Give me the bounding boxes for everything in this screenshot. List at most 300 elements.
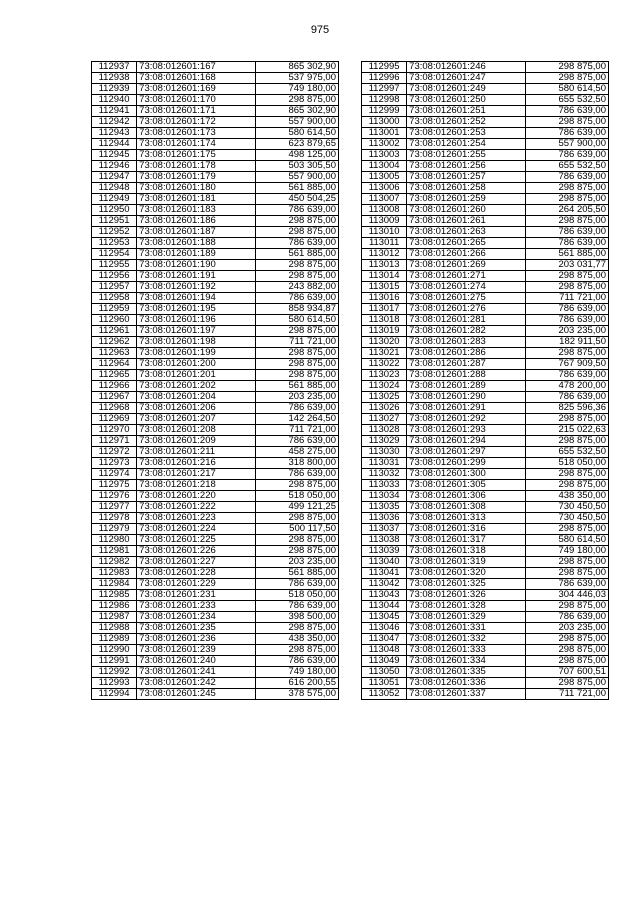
cadastral-number: 73:08:012601:231 <box>137 590 255 601</box>
cadastral-number: 73:08:012601:228 <box>137 568 255 579</box>
cadastral-number: 73:08:012601:266 <box>407 249 525 260</box>
table-row <box>92 590 339 601</box>
row-number: 112982 <box>92 557 137 568</box>
cadastral-number: 73:08:012601:198 <box>137 337 255 348</box>
cadastral-value: 298 875,00 <box>525 678 608 689</box>
cadastral-value: 786 639,00 <box>255 238 338 249</box>
row-number: 112961 <box>92 326 137 337</box>
cadastral-number: 73:08:012601:223 <box>137 513 255 524</box>
cadastral-value: 298 875,00 <box>525 480 608 491</box>
cadastral-value: 298 875,00 <box>255 370 338 381</box>
cadastral-value: 537 975,00 <box>255 73 338 84</box>
table-row <box>362 447 609 458</box>
cadastral-number: 73:08:012601:216 <box>137 458 255 469</box>
cadastral-number: 73:08:012601:172 <box>137 117 255 128</box>
row-number: 112964 <box>92 359 137 370</box>
cadastral-number: 73:08:012601:209 <box>137 436 255 447</box>
row-number: 113028 <box>362 425 407 436</box>
cadastral-value: 786 639,00 <box>255 469 338 480</box>
register-table-right <box>361 61 609 700</box>
row-number: 113016 <box>362 293 407 304</box>
cadastral-number: 73:08:012601:174 <box>137 139 255 150</box>
table-row <box>92 601 339 612</box>
row-number: 113038 <box>362 535 407 546</box>
cadastral-number: 73:08:012601:294 <box>407 436 525 447</box>
table-row <box>92 183 339 194</box>
table-row <box>92 260 339 271</box>
table-row <box>362 678 609 689</box>
cadastral-number: 73:08:012601:199 <box>137 348 255 359</box>
table-row <box>92 579 339 590</box>
cadastral-value: 298 875,00 <box>525 73 608 84</box>
table-row <box>92 656 339 667</box>
cadastral-number: 73:08:012601:195 <box>137 304 255 315</box>
cadastral-number: 73:08:012601:245 <box>137 689 255 700</box>
cadastral-number: 73:08:012601:218 <box>137 480 255 491</box>
row-number: 113037 <box>362 524 407 535</box>
table-row <box>362 392 609 403</box>
cadastral-number: 73:08:012601:250 <box>407 95 525 106</box>
cadastral-value: 499 121,25 <box>255 502 338 513</box>
row-number: 113020 <box>362 337 407 348</box>
cadastral-value: 298 875,00 <box>255 348 338 359</box>
row-number: 112968 <box>92 403 137 414</box>
row-number: 112971 <box>92 436 137 447</box>
row-number: 113011 <box>362 238 407 249</box>
table-row <box>362 656 609 667</box>
cadastral-number: 73:08:012601:306 <box>407 491 525 502</box>
cadastral-value: 786 639,00 <box>255 403 338 414</box>
cadastral-number: 73:08:012601:247 <box>407 73 525 84</box>
row-number: 112973 <box>92 458 137 469</box>
cadastral-number: 73:08:012601:331 <box>407 623 525 634</box>
row-number: 113008 <box>362 205 407 216</box>
table-row <box>92 348 339 359</box>
cadastral-value: 298 875,00 <box>255 513 338 524</box>
table-row <box>92 216 339 227</box>
table-row <box>92 645 339 656</box>
cadastral-number: 73:08:012601:200 <box>137 359 255 370</box>
cadastral-value: 298 875,00 <box>255 326 338 337</box>
cadastral-value: 865 302,90 <box>255 106 338 117</box>
row-number: 112995 <box>362 62 407 73</box>
row-number: 112979 <box>92 524 137 535</box>
cadastral-number: 73:08:012601:274 <box>407 282 525 293</box>
cadastral-value: 518 050,00 <box>255 491 338 502</box>
table-row <box>92 62 339 73</box>
table-row <box>92 359 339 370</box>
row-number: 112977 <box>92 502 137 513</box>
table-row <box>92 150 339 161</box>
cadastral-value: 786 639,00 <box>255 205 338 216</box>
cadastral-number: 73:08:012601:170 <box>137 95 255 106</box>
table-row <box>92 315 339 326</box>
row-number: 112955 <box>92 260 137 271</box>
cadastral-value: 858 934,87 <box>255 304 338 315</box>
cadastral-number: 73:08:012601:180 <box>137 183 255 194</box>
cadastral-number: 73:08:012601:236 <box>137 634 255 645</box>
row-number: 112975 <box>92 480 137 491</box>
table-row <box>92 491 339 502</box>
table-row <box>362 337 609 348</box>
cadastral-value: 865 302,90 <box>255 62 338 73</box>
cadastral-number: 73:08:012601:325 <box>407 579 525 590</box>
cadastral-number: 73:08:012601:252 <box>407 117 525 128</box>
row-number: 112969 <box>92 414 137 425</box>
row-number: 113032 <box>362 469 407 480</box>
cadastral-number: 73:08:012601:240 <box>137 656 255 667</box>
table-row <box>92 634 339 645</box>
cadastral-number: 73:08:012601:313 <box>407 513 525 524</box>
table-row <box>362 403 609 414</box>
cadastral-value: 561 885,00 <box>255 568 338 579</box>
table-row <box>362 480 609 491</box>
row-number: 113035 <box>362 502 407 513</box>
cadastral-number: 73:08:012601:242 <box>137 678 255 689</box>
cadastral-value: 786 639,00 <box>255 601 338 612</box>
row-number: 112981 <box>92 546 137 557</box>
cadastral-number: 73:08:012601:335 <box>407 667 525 678</box>
row-number: 112980 <box>92 535 137 546</box>
cadastral-number: 73:08:012601:256 <box>407 161 525 172</box>
cadastral-value: 580 614,50 <box>255 128 338 139</box>
cadastral-value: 438 350,00 <box>525 491 608 502</box>
table-row <box>92 392 339 403</box>
table-row <box>92 381 339 392</box>
row-number: 112965 <box>92 370 137 381</box>
cadastral-value: 711 721,00 <box>255 425 338 436</box>
table-row <box>362 293 609 304</box>
cadastral-value: 786 639,00 <box>525 392 608 403</box>
cadastral-number: 73:08:012601:181 <box>137 194 255 205</box>
row-number: 112951 <box>92 216 137 227</box>
row-number: 112962 <box>92 337 137 348</box>
cadastral-number: 73:08:012601:290 <box>407 392 525 403</box>
cadastral-value: 616 200,55 <box>255 678 338 689</box>
cadastral-number: 73:08:012601:328 <box>407 601 525 612</box>
cadastral-number: 73:08:012601:234 <box>137 612 255 623</box>
row-number: 112946 <box>92 161 137 172</box>
table-row <box>92 282 339 293</box>
row-number: 112953 <box>92 238 137 249</box>
row-number: 113034 <box>362 491 407 502</box>
cadastral-number: 73:08:012601:217 <box>137 469 255 480</box>
table-row <box>92 469 339 480</box>
cadastral-value: 298 875,00 <box>525 524 608 535</box>
table-row <box>92 502 339 513</box>
table-row <box>92 414 339 425</box>
table-row <box>92 513 339 524</box>
row-number: 113050 <box>362 667 407 678</box>
table-row <box>92 480 339 491</box>
table-row <box>92 84 339 95</box>
table-row <box>92 447 339 458</box>
table-row <box>362 73 609 84</box>
cadastral-number: 73:08:012601:281 <box>407 315 525 326</box>
cadastral-value: 298 875,00 <box>255 95 338 106</box>
row-number: 112945 <box>92 150 137 161</box>
table-row <box>92 535 339 546</box>
table-row <box>362 513 609 524</box>
row-number: 112978 <box>92 513 137 524</box>
table-row <box>92 667 339 678</box>
cadastral-value: 786 639,00 <box>525 238 608 249</box>
cadastral-number: 73:08:012601:246 <box>407 62 525 73</box>
cadastral-value: 298 875,00 <box>525 436 608 447</box>
table-row <box>362 689 609 700</box>
table-row <box>362 260 609 271</box>
cadastral-value: 203 235,00 <box>255 557 338 568</box>
cadastral-number: 73:08:012601:289 <box>407 381 525 392</box>
row-number: 113051 <box>362 678 407 689</box>
cadastral-value: 298 875,00 <box>525 348 608 359</box>
table-row <box>362 502 609 513</box>
cadastral-number: 73:08:012601:334 <box>407 656 525 667</box>
cadastral-value: 786 639,00 <box>525 304 608 315</box>
cadastral-number: 73:08:012601:292 <box>407 414 525 425</box>
row-number: 112956 <box>92 271 137 282</box>
row-number: 112939 <box>92 84 137 95</box>
table-row <box>362 95 609 106</box>
cadastral-value: 749 180,00 <box>255 667 338 678</box>
table-row <box>362 634 609 645</box>
row-number: 112943 <box>92 128 137 139</box>
table-row <box>362 172 609 183</box>
cadastral-value: 298 875,00 <box>255 271 338 282</box>
cadastral-value: 298 875,00 <box>525 568 608 579</box>
cadastral-number: 73:08:012601:226 <box>137 546 255 557</box>
cadastral-value: 298 875,00 <box>255 480 338 491</box>
cadastral-number: 73:08:012601:291 <box>407 403 525 414</box>
cadastral-number: 73:08:012601:167 <box>137 62 255 73</box>
table-row <box>92 568 339 579</box>
cadastral-value: 203 031,77 <box>525 260 608 271</box>
cadastral-value: 786 639,00 <box>525 579 608 590</box>
cadastral-number: 73:08:012601:175 <box>137 150 255 161</box>
row-number: 112937 <box>92 62 137 73</box>
row-number: 113014 <box>362 271 407 282</box>
cadastral-number: 73:08:012601:254 <box>407 139 525 150</box>
table-row <box>92 106 339 117</box>
table-row <box>92 612 339 623</box>
row-number: 112987 <box>92 612 137 623</box>
table-row <box>92 337 339 348</box>
table-row <box>92 546 339 557</box>
cadastral-value: 478 200,00 <box>525 381 608 392</box>
cadastral-number: 73:08:012601:316 <box>407 524 525 535</box>
table-row <box>362 557 609 568</box>
row-number: 113015 <box>362 282 407 293</box>
cadastral-value: 786 639,00 <box>525 172 608 183</box>
cadastral-number: 73:08:012601:187 <box>137 227 255 238</box>
row-number: 112966 <box>92 381 137 392</box>
table-row <box>362 436 609 447</box>
cadastral-value: 786 639,00 <box>525 612 608 623</box>
page-number: 975 <box>310 24 330 36</box>
row-number: 112957 <box>92 282 137 293</box>
cadastral-number: 73:08:012601:336 <box>407 678 525 689</box>
table-row <box>362 381 609 392</box>
row-number: 113022 <box>362 359 407 370</box>
cadastral-value: 298 875,00 <box>255 260 338 271</box>
table-row <box>92 249 339 260</box>
cadastral-value: 730 450,50 <box>525 513 608 524</box>
cadastral-number: 73:08:012601:329 <box>407 612 525 623</box>
cadastral-number: 73:08:012601:286 <box>407 348 525 359</box>
cadastral-number: 73:08:012601:260 <box>407 205 525 216</box>
row-number: 113013 <box>362 260 407 271</box>
cadastral-value: 786 639,00 <box>255 579 338 590</box>
cadastral-number: 73:08:012601:233 <box>137 601 255 612</box>
cadastral-value: 623 879,65 <box>255 139 338 150</box>
table-row <box>362 491 609 502</box>
row-number: 113048 <box>362 645 407 656</box>
table-row <box>362 271 609 282</box>
cadastral-value: 786 639,00 <box>525 106 608 117</box>
table-row <box>92 425 339 436</box>
cadastral-number: 73:08:012601:263 <box>407 227 525 238</box>
cadastral-value: 298 875,00 <box>525 634 608 645</box>
row-number: 113007 <box>362 194 407 205</box>
table-row <box>92 238 339 249</box>
table-row <box>362 348 609 359</box>
cadastral-value: 298 875,00 <box>525 216 608 227</box>
table-row <box>92 227 339 238</box>
cadastral-number: 73:08:012601:179 <box>137 172 255 183</box>
cadastral-value: 298 875,00 <box>525 601 608 612</box>
cadastral-number: 73:08:012601:235 <box>137 623 255 634</box>
cadastral-number: 73:08:012601:297 <box>407 447 525 458</box>
cadastral-value: 561 885,00 <box>255 183 338 194</box>
table-row <box>92 326 339 337</box>
cadastral-number: 73:08:012601:220 <box>137 491 255 502</box>
cadastral-value: 450 504,25 <box>255 194 338 205</box>
cadastral-number: 73:08:012601:293 <box>407 425 525 436</box>
table-row <box>92 95 339 106</box>
cadastral-number: 73:08:012601:188 <box>137 238 255 249</box>
row-number: 113033 <box>362 480 407 491</box>
table-row <box>362 139 609 150</box>
cadastral-value: 786 639,00 <box>255 293 338 304</box>
row-number: 113044 <box>362 601 407 612</box>
table-row <box>362 249 609 260</box>
cadastral-number: 73:08:012601:300 <box>407 469 525 480</box>
cadastral-number: 73:08:012601:207 <box>137 414 255 425</box>
row-number: 112948 <box>92 183 137 194</box>
row-number: 112970 <box>92 425 137 436</box>
row-number: 112950 <box>92 205 137 216</box>
table-row <box>92 304 339 315</box>
cadastral-number: 73:08:012601:225 <box>137 535 255 546</box>
row-number: 112947 <box>92 172 137 183</box>
cadastral-value: 786 639,00 <box>525 150 608 161</box>
cadastral-number: 73:08:012601:305 <box>407 480 525 491</box>
cadastral-value: 786 639,00 <box>255 436 338 447</box>
row-number: 112991 <box>92 656 137 667</box>
row-number: 113043 <box>362 590 407 601</box>
table-row <box>362 183 609 194</box>
table-row <box>92 689 339 700</box>
cadastral-value: 561 885,00 <box>525 249 608 260</box>
row-number: 113012 <box>362 249 407 260</box>
row-number: 113041 <box>362 568 407 579</box>
row-number: 112992 <box>92 667 137 678</box>
row-number: 113029 <box>362 436 407 447</box>
row-number: 112940 <box>92 95 137 106</box>
cadastral-number: 73:08:012601:201 <box>137 370 255 381</box>
cadastral-number: 73:08:012601:224 <box>137 524 255 535</box>
cadastral-value: 298 875,00 <box>525 557 608 568</box>
cadastral-value: 786 639,00 <box>525 370 608 381</box>
cadastral-number: 73:08:012601:287 <box>407 359 525 370</box>
cadastral-number: 73:08:012601:204 <box>137 392 255 403</box>
cadastral-number: 73:08:012601:229 <box>137 579 255 590</box>
row-number: 113030 <box>362 447 407 458</box>
cadastral-value: 786 639,00 <box>525 128 608 139</box>
cadastral-value: 561 885,00 <box>255 249 338 260</box>
cadastral-number: 73:08:012601:241 <box>137 667 255 678</box>
row-number: 113019 <box>362 326 407 337</box>
row-number: 113004 <box>362 161 407 172</box>
table-row <box>92 205 339 216</box>
table-row <box>362 612 609 623</box>
row-number: 112988 <box>92 623 137 634</box>
register-table-right-body <box>362 62 609 700</box>
row-number: 113000 <box>362 117 407 128</box>
table-row <box>362 370 609 381</box>
cadastral-number: 73:08:012601:332 <box>407 634 525 645</box>
cadastral-value: 182 911,50 <box>525 337 608 348</box>
cadastral-value: 203 235,00 <box>255 392 338 403</box>
cadastral-value: 707 600,51 <box>525 667 608 678</box>
cadastral-number: 73:08:012601:191 <box>137 271 255 282</box>
row-number: 112944 <box>92 139 137 150</box>
cadastral-number: 73:08:012601:269 <box>407 260 525 271</box>
row-number: 113026 <box>362 403 407 414</box>
table-row <box>92 403 339 414</box>
row-number: 112952 <box>92 227 137 238</box>
cadastral-number: 73:08:012601:171 <box>137 106 255 117</box>
table-row <box>362 304 609 315</box>
cadastral-value: 378 575,00 <box>255 689 338 700</box>
row-number: 112983 <box>92 568 137 579</box>
cadastral-number: 73:08:012601:192 <box>137 282 255 293</box>
table-row <box>92 139 339 150</box>
row-number: 112996 <box>362 73 407 84</box>
table-row <box>362 117 609 128</box>
row-number: 113049 <box>362 656 407 667</box>
row-number: 112998 <box>362 95 407 106</box>
register-table-left-body <box>92 62 339 700</box>
cadastral-value: 557 900,00 <box>255 172 338 183</box>
row-number: 112967 <box>92 392 137 403</box>
table-row <box>362 282 609 293</box>
row-number: 112974 <box>92 469 137 480</box>
row-number: 112938 <box>92 73 137 84</box>
cadastral-number: 73:08:012601:299 <box>407 458 525 469</box>
cadastral-value: 825 596,36 <box>525 403 608 414</box>
cadastral-number: 73:08:012601:202 <box>137 381 255 392</box>
cadastral-value: 518 050,00 <box>525 458 608 469</box>
table-row <box>362 458 609 469</box>
cadastral-number: 73:08:012601:196 <box>137 315 255 326</box>
cadastral-number: 73:08:012601:178 <box>137 161 255 172</box>
cadastral-number: 73:08:012601:333 <box>407 645 525 656</box>
cadastral-value: 655 532,50 <box>525 161 608 172</box>
table-row <box>92 678 339 689</box>
row-number: 113031 <box>362 458 407 469</box>
table-row <box>362 535 609 546</box>
